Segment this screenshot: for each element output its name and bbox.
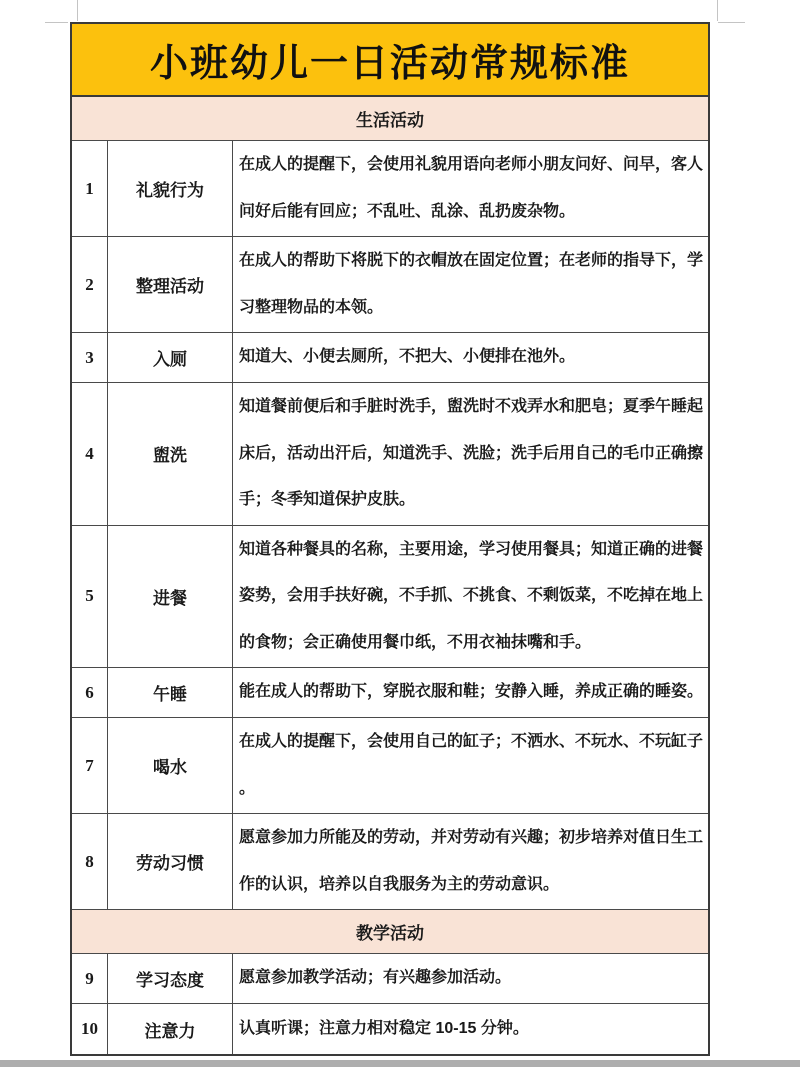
- row-number: 9: [72, 954, 108, 1003]
- activity-description: [233, 526, 708, 668]
- activity-description-text: 能在成人的帮助下，穿脱衣服和鞋；安静入睡，养成正确的睡姿。: [239, 683, 704, 701]
- activity-name: 午睡: [108, 668, 233, 717]
- table-row: [72, 237, 708, 333]
- standards-table: [70, 22, 710, 1056]
- table-row: [72, 718, 708, 814]
- table-row: [72, 668, 708, 718]
- crop-mark-left-vertical: [77, 0, 78, 21]
- activity-description-text: 愿意参加教学活动；有兴趣参加活动。: [239, 969, 512, 987]
- document-title: 小班幼儿一日活动常规标准: [72, 24, 708, 97]
- activity-description-text: 知道大、小便去厕所，不把大、小便排在池外。: [239, 348, 576, 366]
- activity-description-text: 知道餐前便后和手脏时洗手，盥洗时不戏弄水和肥皂；夏季午睡起床后，活动出汗后，知道洗手、洗脸；洗手后用自己的毛巾正确擦手；冬季知道保护皮肤。: [239, 398, 704, 508]
- activity-description: [233, 1004, 708, 1054]
- activity-name: 劳动习惯: [108, 814, 233, 909]
- row-number: 6: [72, 668, 108, 717]
- activity-description-text: 知道各种餐具的名称，主要用途，学习使用餐具；知道正确的进餐姿势，会用手扶好碗，不手抓、不挑食、不剩饭菜，不吃掉在地上的食物；会正确使用餐巾纸，不用衣袖抹嘴和手。: [239, 540, 704, 651]
- activity-description-text: 认真听课；注意力相对稳定 10-15 分钟。: [239, 1019, 529, 1037]
- activity-description: [233, 954, 708, 1003]
- table-row: [72, 333, 708, 383]
- section-header: 教学活动: [72, 910, 708, 954]
- activity-description: [233, 141, 708, 236]
- row-number: 5: [72, 526, 108, 668]
- activity-name: 盥洗: [108, 383, 233, 525]
- table-row: [72, 141, 708, 237]
- table-body: [72, 97, 708, 1054]
- crop-mark-right-vertical: [717, 0, 718, 21]
- row-number: 10: [72, 1004, 108, 1054]
- activity-name: 喝水: [108, 718, 233, 813]
- row-number: 8: [72, 814, 108, 909]
- activity-name: 礼貌行为: [108, 141, 233, 236]
- row-number: 7: [72, 718, 108, 813]
- crop-mark-left-horizontal: [45, 22, 68, 23]
- activity-description: [233, 333, 708, 382]
- activity-description: [233, 383, 708, 525]
- table-row: [72, 954, 708, 1004]
- activity-description-text: 在成人的提醒下，会使用自己的缸子；不洒水、不玩水、不玩缸子。: [239, 733, 704, 797]
- activity-name: 学习态度: [108, 954, 233, 1003]
- table-row: [72, 814, 708, 910]
- activity-description-text: 在成人的提醒下，会使用礼貌用语向老师小朋友问好、问早，客人问好后能有回应；不乱吐、乱涂、乱扔废杂物。: [239, 156, 704, 220]
- page-bottom-gutter: [0, 1060, 800, 1067]
- activity-description: [233, 668, 708, 717]
- activity-description: [233, 718, 708, 813]
- activity-name: 进餐: [108, 526, 233, 668]
- row-number: 4: [72, 383, 108, 525]
- activity-description: [233, 237, 708, 332]
- table-row: [72, 526, 708, 669]
- table-row: [72, 383, 708, 526]
- table-row: [72, 1004, 708, 1054]
- crop-mark-right-horizontal: [718, 22, 745, 23]
- row-number: 3: [72, 333, 108, 382]
- section-header: 生活活动: [72, 97, 708, 141]
- activity-description-text: 在成人的帮助下将脱下的衣帽放在固定位置；在老师的指导下，学习整理物品的本领。: [239, 252, 704, 316]
- activity-name: 注意力: [108, 1004, 233, 1054]
- activity-name: 整理活动: [108, 237, 233, 332]
- activity-description-text: 愿意参加力所能及的劳动，并对劳动有兴趣；初步培养对值日生工作的认识，培养以自我服务为主的劳动意识。: [239, 829, 704, 893]
- row-number: 2: [72, 237, 108, 332]
- activity-description: [233, 814, 708, 909]
- row-number: 1: [72, 141, 108, 236]
- activity-name: 入厕: [108, 333, 233, 382]
